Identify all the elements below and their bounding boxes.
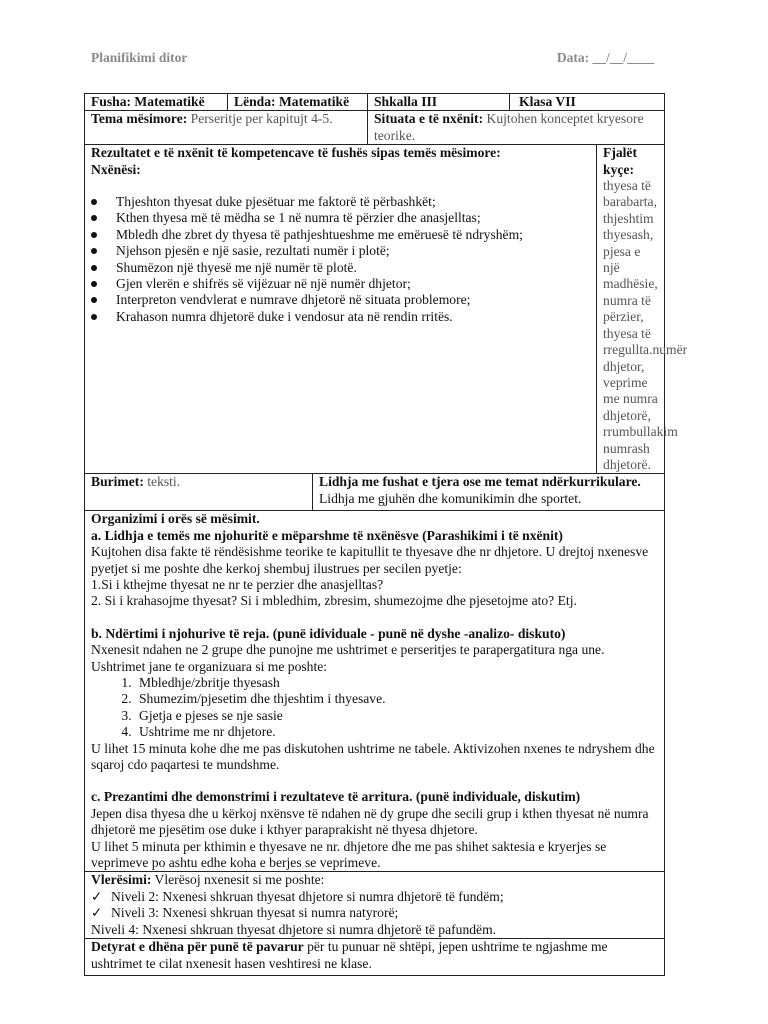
- list-item: Interpreton vendvlerat e numrave dhjetorë në situata problemore;: [91, 292, 591, 308]
- burimet-label: Burimet:: [91, 474, 144, 490]
- shkalla-cell: Shkalla III: [368, 94, 510, 111]
- section-b-title: b. Ndërtimi i njohurive të reja. (punë idividuale - punë në dyshe -analizo- diskuto): [91, 625, 566, 641]
- situata-cell: [368, 111, 665, 145]
- rezultatet-title: Rezultatet e të nxënit të kompetencave të fushës sipas temës mësimore:: [91, 145, 501, 161]
- list-item: Thjeshton thyesat duke pjesëtuar me faktorë të përbashkët;: [91, 194, 591, 210]
- nxenesi-label: Nxënësi:: [91, 161, 141, 177]
- section-a-title: a. Lidhja e temës me njohuritë e mëparshme të nxënësve (Parashikimi i të nxënit): [91, 527, 563, 543]
- lenda-cell: Lënda: Matematikë: [228, 94, 368, 111]
- list-item: ✓ Niveli 3: Nxenesi shkruan thyesat si numra natyrorë;: [91, 905, 399, 921]
- lidhja-cell: [313, 474, 665, 511]
- tema-label: Tema mësimore:: [91, 111, 188, 127]
- list-item: Kthen thyesa më të mëdha se 1 në numra të përzier dhe anasjelltas;: [91, 210, 591, 226]
- resources-row: [85, 474, 665, 511]
- vleresimi-label: Vlerësimi:: [91, 872, 152, 888]
- exercise-list: [91, 675, 659, 741]
- list-item: 4. Ushtrime me nr dhjetore.: [135, 724, 659, 740]
- list-item: Njehson pjesën e një sasie, rezultati numër i plotë;: [91, 243, 591, 259]
- vleresimi-value: Vlerësoj nxenesit si me poshte:: [151, 872, 325, 888]
- checkmark-icon: ✓: [91, 888, 103, 904]
- list-item: 2. Shumezim/pjesetim dhe thjeshtim i thyesave.: [135, 691, 659, 707]
- list-item: Krahason numra dhjetorë duke i vendosur ata në rendin rritës.: [91, 309, 591, 325]
- fusha-cell: Fusha: Matematikë: [85, 94, 228, 111]
- section-b-text-2: Ushtrimet jane te organizuara si me poshte:: [91, 658, 328, 674]
- list-item: 3. Gjetja e pjeses se nje sasie: [135, 708, 659, 724]
- section-c-title: c. Prezantimi dhe demonstrimi i rezultateve të arritura. (punë individuale, diskutim): [91, 789, 581, 805]
- date-field: Data: __/__/____: [556, 50, 654, 65]
- lidhja-value: Lidhja me gjuhën dhe komunikimin dhe sportet.: [319, 490, 582, 506]
- page-header: [91, 50, 656, 70]
- burimet-cell: [85, 474, 313, 511]
- organizimi-cell: [85, 511, 665, 872]
- situata-value: Kujtohen konceptet kryesore teorike.: [374, 111, 644, 143]
- outcomes-row: [85, 145, 665, 474]
- document-title: Planifikimi ditor: [91, 50, 188, 65]
- detyrat-label: Detyrat e dhëna për punë të pavarur: [91, 939, 304, 955]
- klasa-cell: Klasa VII: [510, 94, 665, 111]
- section-c-text-2: U lihet 5 minuta per kthimin e thyesave ne nr. dhjetore dhe me pas shihet saktesia e kryerjes se veprimeve po ashtu edhe koha e berjes se veprimeve.: [91, 838, 607, 871]
- situata-label: Situata e të nxënit:: [374, 111, 484, 127]
- rezultatet-cell: [85, 145, 597, 474]
- outcomes-list: [91, 194, 591, 325]
- tema-cell: [85, 111, 368, 145]
- lesson-plan-table: [84, 93, 688, 976]
- detyrat-cell: [85, 939, 665, 976]
- vleresimi-cell: [85, 872, 665, 939]
- fjalet-label: Fjalët kyçe:: [603, 145, 637, 177]
- burimet-value: teksti.: [143, 474, 181, 490]
- list-item: 1. Mbledhje/zbritje thyesash: [135, 675, 659, 691]
- detyrat-value: për tu punuar në shtëpi, jepen ushtrime te ngjashme me ushtrimet te cilat nxenesit hasen veshtiresi ne klase.: [91, 939, 608, 971]
- list-item: Mbledh dhe zbret dy thyesa të pathjeshtueshme me emëruesë të ndryshëm;: [91, 227, 591, 243]
- section-a-text: Kujtohen disa fakte të rëndësishme teorike te kapitullit te thyesave dhe nr dhjetore. U drejtoj nxenesve pyetjet si me poshte dhe kerkoj shembuj ilustrues per secilen pyetje:: [91, 544, 649, 576]
- section-a-question-2: 2. Si i krahasojme thyesat? Si i mbledhim, zbresim, shumezojme dhe pjesetojme ato? Etj.: [91, 593, 577, 609]
- assessment-list: [91, 889, 659, 922]
- section-b-text-3: U lihet 15 minuta kohe dhe me pas diskutohen ushtrime ne tabele. Aktivizohen nxenes te ndryshem dhe sqaroj cdo paqartesi te mundshme.: [91, 740, 655, 773]
- organizimi-title: Organizimi i orës së mësimit.: [91, 511, 260, 527]
- fjalet-cell: [597, 145, 688, 474]
- section-c-text-1: Jepen disa thyesa dhe u kërkoj nxënsve të ndahen në dy grupe dhe secili grup i kthen thyesat në numra dhjetorë me pjesëtim ose duke i kthyer paraprakisht në thyesa dhjetore.: [91, 805, 649, 838]
- list-item: Gjen vlerën e shifrës së vijëzuar në një numër dhjetor;: [91, 276, 591, 292]
- lidhja-title: Lidhja me fushat e tjera ose me temat ndërkurrikulare.: [319, 474, 641, 490]
- organization-row: [85, 511, 665, 872]
- header-row: [85, 94, 665, 111]
- theme-row: [85, 111, 665, 145]
- fjalet-value: thyesa të barabarta, thjeshtim thyesash, pjesa e një madhësie, numra të përzier, thyesa të rregullta.numër dhjetor, veprime me numra dhjetorë, rrumbullakim numrash dhjetorë.: [603, 178, 688, 472]
- assessment-row: [85, 872, 665, 939]
- section-b-text-1: Nxenesit ndahen ne 2 grupe dhe punojne me ushtrimet e perseritjes te parapergatitura nga une.: [91, 642, 605, 658]
- tema-value: Perseritje per kapitujt 4-5.: [187, 111, 333, 127]
- checkmark-icon: ✓: [91, 905, 103, 921]
- homework-row: [85, 939, 665, 976]
- section-a-question-1: 1.Si i kthejme thyesat ne nr te perzier dhe anasjelltas?: [91, 576, 384, 592]
- list-item: Shumëzon një thyesë me një numër të plotë.: [91, 260, 591, 276]
- list-item: ✓ Niveli 2: Nxenesi shkruan thyesat dhjetore si numra dhjetorë të fundëm;: [91, 888, 504, 904]
- niveli-4-text: Niveli 4: Nxenesi shkruan thyesat dhjetore si numra dhjetorë të pafundëm.: [91, 921, 497, 937]
